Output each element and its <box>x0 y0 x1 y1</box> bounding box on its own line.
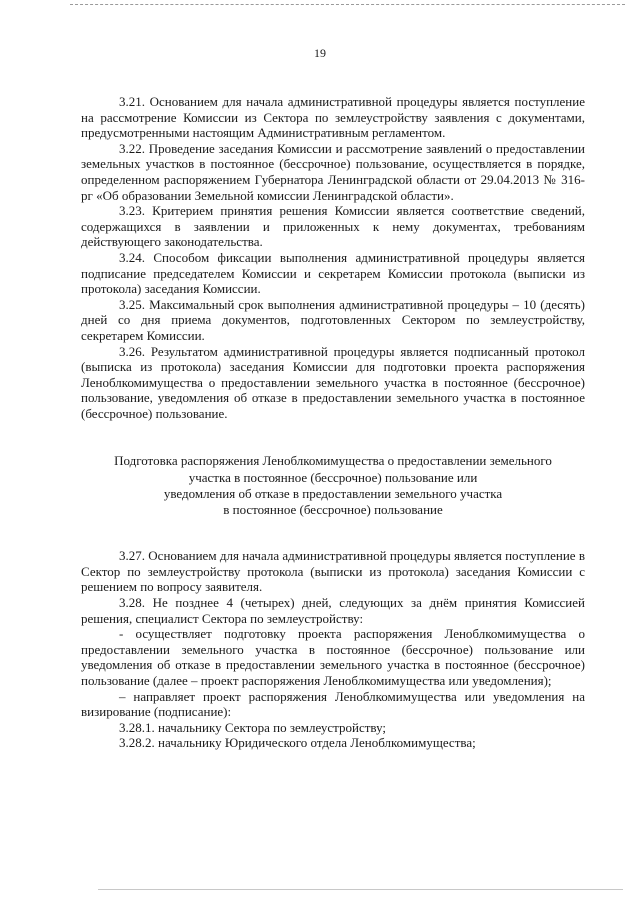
paragraph-3-25: 3.25. Максимальный срок выполнения административной процедуры – 10 (десять) дней со дня приема документов, подготовленных Сектором по землеустройству, секретарем Комиссии. <box>81 296 585 343</box>
scan-top-edge-line <box>70 4 625 5</box>
paragraph-3-28-2: 3.28.2. начальнику Юридического отдела Леноблкомимущества; <box>119 735 476 751</box>
section-heading-line: Подготовка распоряжения Леноблкомимущества о предоставлении земельного <box>114 453 552 469</box>
list-item-send-for-approval: – направляет проект распоряжения Леноблкомимущества или уведомления на визирование (подписание): <box>81 688 585 720</box>
paragraph-3-24: 3.24. Способом фиксации выполнения административной процедуры является подписание председателем Комиссии и секретарем Комиссии протокола (выписки из протокола) заседания Комиссии. <box>81 249 585 297</box>
paragraph-3-22: 3.22. Проведение заседания Комиссии и рассмотрение заявлений о предоставлении земельных участков в постоянное (бессрочное) пользование, осуществляется в порядке, определенном распоряжением Губернатора Ленинградской области от 29.04.2013 № 316-рг «Об образовании Земельной комиссии Ленинградской области». <box>81 140 585 203</box>
scan-bottom-edge-line <box>98 889 623 890</box>
document-body <box>81 94 585 751</box>
paragraph-3-23: 3.23. Критерием принятия решения Комиссии является соответствие сведений, содержащихся в заявлении и приложенных к нему документах, требованиям действующего законодательства. <box>81 203 585 250</box>
section-heading <box>81 453 585 518</box>
list-item-prepare-draft: - осуществляет подготовку проекта распоряжения Леноблкомимущества о предоставлении земельного участка в постоянное (бессрочное) пользование или уведомления об отказе в предоставлении земельного участка в постоянное (бессрочное) пользование (далее – проект распоряжения Леноблкомимущества или уведомления); <box>81 626 585 689</box>
paragraph-3-28: 3.28. Не позднее 4 (четырех) дней, следующих за днём принятия Комиссией решения, специалист Сектора по землеустройству: <box>81 595 585 626</box>
paragraph-3-26: 3.26. Результатом административной процедуры является подписанный протокол (выписка из протокола) заседания Комиссии для подготовки проекта распоряжения Леноблкомимущества о предоставлении земельного участка в постоянное (бессрочное) пользование, уведомления об отказе в предоставлении земельного участка в постоянное (бессрочное) пользование. <box>81 343 585 421</box>
paragraph-3-27: 3.27. Основанием для начала административной процедуры является поступление в Сектор по землеустройству протокола (выписки из протокола) заседания Комиссии с решением по вопросу заявителя. <box>81 548 585 595</box>
section-heading-line: уведомления об отказе в предоставлении земельного участка <box>163 485 503 501</box>
paragraph-3-21: 3.21. Основанием для начала административной процедуры является поступление на рассмотрение Комиссии из Сектора по землеустройству заявления с документами, предусмотренными настоящим Административным регламентом. <box>81 94 585 141</box>
section-heading-line: в постоянное (бессрочное) пользование <box>223 502 443 518</box>
paragraph-3-28-1: 3.28.1. начальнику Сектора по землеустройству; <box>119 719 387 735</box>
section-heading-line: участка в постоянное (бессрочное) пользование или <box>188 469 478 485</box>
page-number: 19 <box>314 46 326 60</box>
